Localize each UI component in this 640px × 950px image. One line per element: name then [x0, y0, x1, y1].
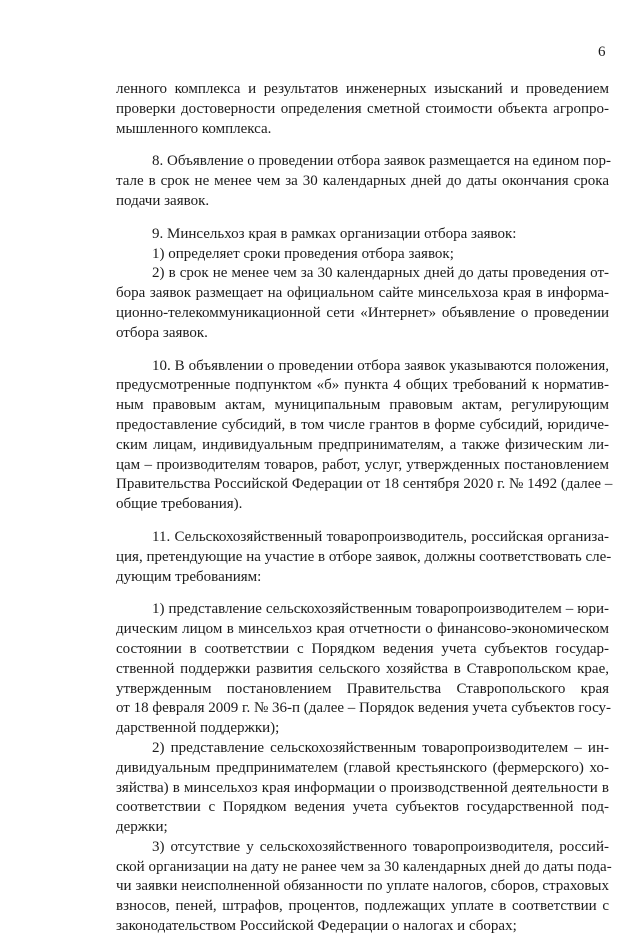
paragraph	[116, 152, 609, 211]
text-line: 2) представление сельскохозяйственным товаропроизводителем – ин-	[152, 739, 609, 756]
text-line: бора заявок размещает на официальном сайте минсельхоза края в информа-	[116, 285, 609, 302]
paragraph	[116, 80, 609, 139]
paragraph	[116, 225, 609, 245]
paragraph	[116, 838, 612, 937]
paragraph	[116, 245, 609, 265]
text-line: чи заявки неисполненной обязанности по уплате налогов, сборов, страховых	[116, 878, 609, 895]
text-line: предоставление субсидий, в том числе грантов в форме субсидий, юридиче-	[116, 416, 609, 433]
text-line: проверки достоверности определения сметной стоимости объекта агропро-	[116, 100, 609, 117]
text-line: 11. Сельскохозяйственный товаропроизводитель, российская организа-	[152, 528, 609, 545]
paragraph	[116, 528, 612, 587]
text-line: 1) определяет сроки проведения отбора заявок;	[152, 245, 454, 262]
text-line: ским лицам, индивидуальным предпринимателям, а также физическим ли-	[116, 436, 609, 453]
text-line: 10. В объявлении о проведении отбора заявок указываются положения,	[152, 357, 609, 374]
document-body	[116, 80, 613, 950]
text-line: ция, претендующие на участие в отборе заявок, должны соответствовать сле-	[116, 548, 612, 565]
text-line: предусмотренные подпунктом «б» пункта 4 общих требований к норматив-	[116, 377, 609, 394]
text-line: общие требования).	[116, 496, 243, 513]
paragraph	[116, 739, 609, 838]
text-line: 9. Минсельхоз края в рамках организации отбора заявок:	[152, 225, 517, 242]
text-line: дическим лицом в минсельхоз края отчетности о финансово-экономическом	[116, 621, 609, 638]
text-line: зяйства) в минсельхоз края информации о производственной деятельности в	[116, 779, 609, 796]
text-line: 3) отсутствие у сельскохозяйственного товаропроизводителя, россий-	[152, 838, 609, 855]
text-line: держки;	[116, 819, 168, 836]
text-line: ным правовым актам, муниципальным правовым актам, регулирующим	[116, 397, 609, 414]
text-line: от 18 февраля 2009 г. № 36-п (далее – Порядок ведения учета субъектов госу-	[116, 700, 612, 717]
paragraph	[116, 600, 612, 739]
paragraph	[116, 264, 609, 343]
text-line: подачи заявок.	[116, 192, 210, 209]
text-line: взносов, пеней, штрафов, процентов, подлежащих уплате в соответствии с	[116, 898, 609, 915]
text-line: дующим требованиям:	[116, 568, 262, 585]
text-line: цам – производителям товаров, работ, услуг, утвержденных постановлением	[116, 456, 609, 473]
text-line: ленного комплекса и результатов инженерных изысканий и проведением	[116, 81, 609, 97]
text-line: мышленного комплекса.	[116, 120, 272, 137]
text-line: тале в срок не менее чем за 30 календарных дней до даты окончания срока	[116, 173, 609, 190]
text-line: Правительства Российской Федерации от 18 сентября 2020 г. № 1492 (далее –	[116, 476, 613, 493]
text-line: дарственной поддержки);	[116, 720, 280, 737]
text-line: ственной поддержки развития сельского хозяйства в Ставропольском крае,	[116, 660, 609, 677]
text-line: законодательством Российской Федерации о налогах и сборах;	[116, 918, 517, 935]
page-number: 6	[598, 44, 606, 60]
text-line: 2) в срок не менее чем за 30 календарных дней до даты проведения от-	[152, 265, 609, 282]
text-line: ционно-телекоммуникационной сети «Интернет» объявление о проведении	[116, 304, 609, 321]
text-line: утвержденным постановлением Правительства Ставропольского края	[116, 680, 609, 697]
text-line: соответствии с Порядком ведения учета субъектов государственной под-	[116, 799, 609, 816]
text-line: дивидуальным предпринимателем (главой крестьянского (фермерского) хо-	[116, 759, 609, 776]
text-line: 8. Объявление о проведении отбора заявок размещается на едином пор-	[152, 153, 611, 170]
paragraph	[116, 357, 613, 515]
text-line: ской организации на дату не ранее чем за 30 календарных дней до даты пода-	[116, 858, 612, 875]
text-line: состоянии в соответствии с Порядком ведения учета субъектов государ-	[116, 640, 609, 657]
text-line: отбора заявок.	[116, 324, 208, 341]
text-line: 1) представление сельскохозяйственным товаропроизводителем – юри-	[152, 601, 609, 618]
